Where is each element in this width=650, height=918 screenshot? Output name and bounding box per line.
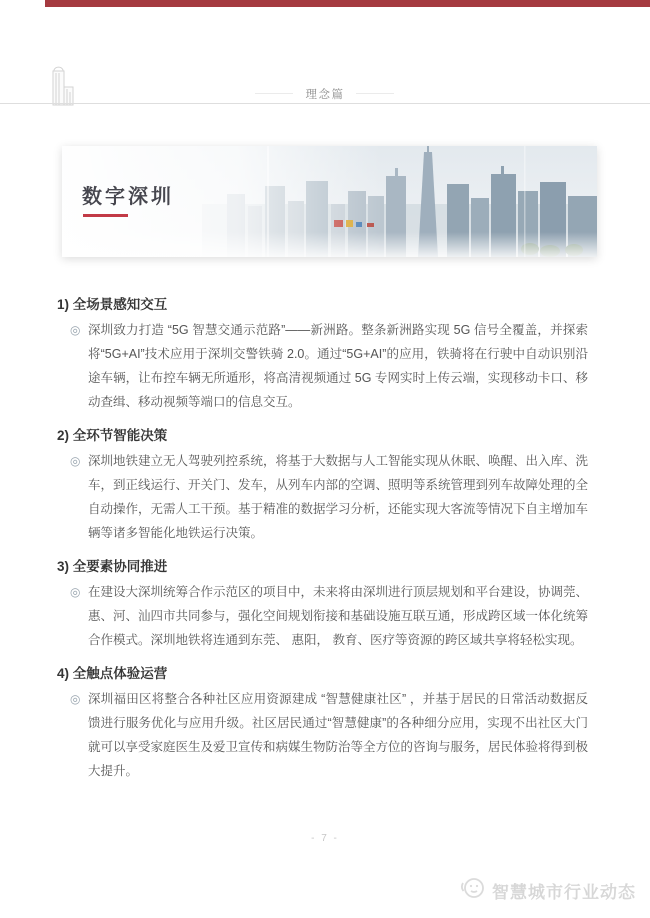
chapter-right-dash [356, 93, 394, 94]
bullet-icon: ◎ [70, 454, 81, 468]
chapter-title: 理念篇 [305, 89, 345, 101]
section-3 [57, 558, 588, 652]
bullet-icon: ◎ [70, 323, 81, 337]
section-2 [57, 427, 588, 545]
section-3-heading: 3) 全要素协同推进 [57, 559, 168, 574]
section-3-text: 在建设大深圳统筹合作示范区的项目中，未来将由深圳进行顶层规划和平台建设，协调莞、惠、河、汕四市共同参与，强化空间规划衔接和基础设施互联互通，形成跨区域一体化统筹合作模式。深圳地铁将连通到东莞、 惠阳， 教育、医疗等资源的跨区域共享将轻松实现。 [88, 585, 589, 647]
section-2-text: 深圳地铁建立无人驾驶列控系统，将基于大数据与人工智能实现从休眠、唤醒、出入库、洗车，到正线运行、开关门、发车，从列车内部的空调、照明等系统管理到列车故障处理的全自动操作，无需人工干预。基于精准的数据学习分析，还能实现大客流等情况下自主增加车辆等诸多智能化地铁运行决策。 [88, 454, 589, 540]
brand-logo-icon [459, 874, 486, 906]
section-4 [57, 665, 588, 783]
section-3-body [57, 580, 588, 652]
brand-name: 智慧城市行业动态 [492, 882, 636, 902]
footer-brand [459, 874, 636, 906]
page-number: - 7 - [311, 833, 339, 844]
section-1-body [57, 318, 588, 414]
section-1-text: 深圳致力打造 “5G 智慧交通示范路”——新洲路。整条新洲路实现 5G 信号全覆盖，并探索将“5G+AI”技术应用于深圳交警铁骑 2.0。通过“5G+AI”的应用，铁骑将在行驶中自动识别沿途车辆，让布控车辆无所遁形，将高清视频通过 5G 专网实时上传云端，实现移动卡口、移动查缉、移动视频等端口的信息交互。 [88, 323, 588, 409]
bullet-icon: ◎ [70, 692, 81, 706]
hero-banner-image [62, 146, 597, 257]
section-4-body [57, 687, 588, 783]
section-2-heading: 2) 全环节智能决策 [57, 428, 168, 443]
section-1 [57, 296, 588, 414]
top-accent-bar [45, 0, 650, 7]
hero-title-underline [83, 214, 128, 217]
hero-title: 数字深圳 [82, 186, 174, 208]
header-rule [0, 103, 650, 104]
section-1-heading: 1) 全场景感知交互 [57, 297, 168, 312]
section-4-text: 深圳福田区将整合各种社区应用资源建成 “智慧健康社区” ，并基于居民的日常活动数据反馈进行服务优化与应用升级。社区居民通过“智慧健康”的各种细分应用，实现不出社区大门就可以享受家庭医生及爱卫宣传和病媒生物防治等全方位的咨询与服务，居民体验将得到极大提升。 [88, 692, 589, 778]
section-2-body [57, 449, 588, 545]
content-area [57, 296, 588, 796]
bullet-icon: ◎ [70, 585, 81, 599]
section-4-heading: 4) 全触点体验运营 [57, 666, 168, 681]
chapter-left-dash [255, 93, 293, 94]
